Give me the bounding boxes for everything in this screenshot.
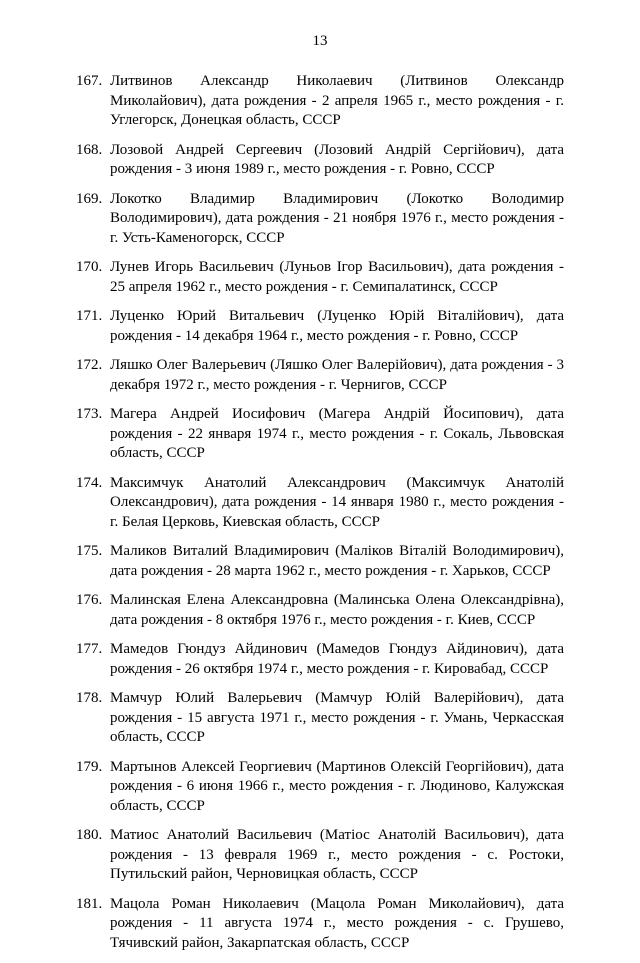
list-item — [76, 591, 564, 630]
entry-text: Луценко Юрий Витальевич (Луценко Юрій Віталійович), дата рождения - 14 декабря 1964 г., место рождения - г. Ровно, СССР — [110, 308, 564, 344]
entry-text: Мамедов Гюндуз Айдинович (Мамедов Гюндуз Айдинович), дата рождения - 26 октября 1974 г., место рождения - г. Кировабад, СССР — [110, 641, 564, 677]
entry-number: 169. — [76, 190, 103, 207]
entry-text: Мартынов Алексей Георгиевич (Мартинов Олексій Георгійович), дата рождения - 6 июня 1966 г., место рождения - г. Людиново, Калужская область, СССР — [110, 758, 564, 814]
entry-number: 175. — [76, 543, 103, 559]
entry-text: Максимчук Анатолий Александрович (Максимчук Анатолій Олександрович), дата рождения - 14 января 1980 г., место рождения - г. Белая Церковь, Киевская область, СССР — [110, 474, 564, 530]
entry-text: Лунев Игорь Васильевич (Луньов Ігор Васильович), дата рождения - 25 апреля 1962 г., место рождения - г. Семипалатинск, СССР — [110, 259, 564, 295]
entry-text: Маликов Виталий Владимирович (Маліков Віталій Володимирович), дата рождения - 28 марта 1962 г., место рождения - г. Харьков, СССР — [110, 543, 564, 579]
entry-number: 170. — [76, 259, 103, 275]
entry-text: Матиос Анатолий Васильевич (Матіос Анатолій Васильович), дата рождения - 13 февраля 1969 г., место рождения - с. Ростоки, Путильский район, Черновицкая область, СССР — [110, 827, 564, 882]
entry-number: 178. — [76, 690, 103, 706]
entry-text: Мацола Роман Николаевич (Мацола Роман Миколайович), дата рождения - 11 августа 1974 г., место рождения - с. Грушево, Тячивский район, Закарпатская область, СССР — [110, 895, 564, 951]
list-item — [76, 190, 564, 249]
entry-number: 172. — [76, 357, 103, 373]
list-item — [76, 258, 564, 297]
page-number: 13 — [312, 33, 328, 49]
entry-number: 171. — [76, 308, 103, 324]
entry-number: 174. — [76, 474, 103, 491]
entry-number: 173. — [76, 406, 103, 422]
entry-list — [76, 72, 564, 963]
entry-number: 177. — [76, 641, 103, 657]
list-item — [76, 689, 564, 748]
entry-number: 179. — [76, 758, 103, 775]
list-item — [76, 826, 564, 885]
entry-number: 176. — [76, 592, 103, 608]
list-item — [76, 307, 564, 346]
entry-number: 168. — [76, 141, 103, 158]
list-item — [76, 640, 564, 679]
list-item — [76, 405, 564, 464]
entry-text: Лозовой Андрей Сергеевич (Лозовий Андрій Сергійович), дата рождения - 3 июня 1989 г., место рождения - г. Ровно, СССР — [110, 141, 564, 177]
entry-text: Мамчур Юлий Валерьевич (Мамчур Юлій Валерійович), дата рождения - 15 августа 1971 г., место рождения - г. Умань, Черкасская область, СССР — [110, 690, 564, 745]
list-item — [76, 356, 564, 395]
entry-text: Малинская Елена Александровна (Малинська Олена Олександрівна), дата рождения - 8 октября 1976 г., место рождения - г. Киев, СССР — [110, 592, 564, 628]
entry-text: Локотко Владимир Владимирович (Локотко Володимир Володимирович), дата рождения - 21 ноября 1976 г., место рождения - г. Усть-Каменогорск, СССР — [110, 190, 564, 246]
entry-text: Ляшко Олег Валерьевич (Ляшко Олег Валерійович), дата рождения - 3 декабря 1972 г., место рождения - г. Чернигов, СССР — [110, 357, 564, 393]
entry-number: 180. — [76, 827, 103, 843]
list-item — [76, 758, 564, 817]
list-item — [76, 141, 564, 180]
list-item — [76, 72, 564, 131]
list-item — [76, 895, 564, 954]
entry-number: 181. — [76, 895, 103, 912]
entry-text: Литвинов Александр Николаевич (Литвинов Олександр Миколайович), дата рождения - 2 апреля 1965 г., место рождения - г. Углегорск, Донецкая область, СССР — [110, 73, 564, 128]
entry-text: Магера Андрей Иосифович (Магера Андрій Йосипович), дата рождения - 22 января 1974 г., место рождения - г. Сокаль, Львовская область, СССР — [110, 406, 564, 461]
entry-number: 167. — [76, 73, 103, 89]
list-item — [76, 542, 564, 581]
list-item — [76, 474, 564, 533]
